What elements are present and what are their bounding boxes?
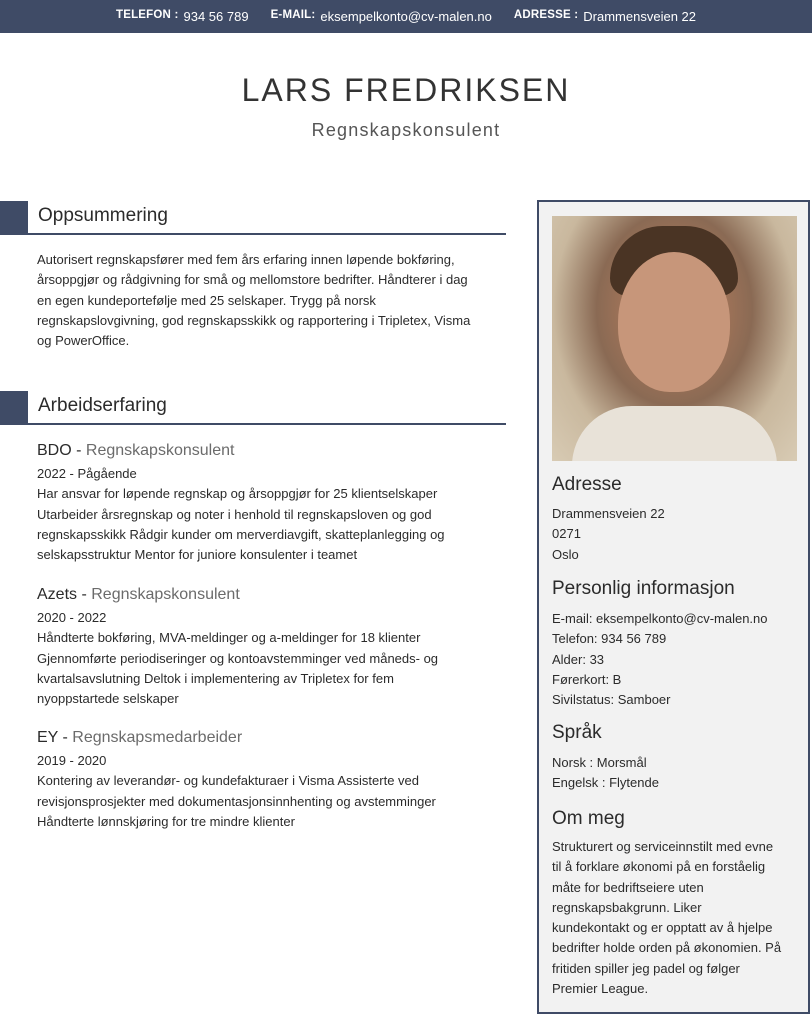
summary-text [37,250,499,351]
job-line: Håndterte bokføring, MVA-meldinger og a-meldinger for 18 klienter [37,630,421,646]
about-line: fritiden spiller jeg padel og følger [552,960,740,976]
about-line: Premier League. [552,981,649,997]
job-line: Utarbeider årsregnskap og noter i henhold til regnskapsloven og god [37,506,432,522]
section-accent-bar [0,391,28,425]
job-company: BDO [37,442,72,459]
job-dates: 2022 - Pågående [37,466,137,481]
address-line: Oslo [552,546,579,562]
address-line: 0271 [552,526,581,542]
personal-line: E-mail: eksempelkonto@cv-malen.no [552,611,768,626]
job-description [37,484,499,565]
job-dates: 2019 - 2020 [37,753,107,768]
job-company: EY [37,729,59,746]
job-separator: - [58,729,73,746]
about-line: til å forklare økonomi på en forståelig [552,859,766,875]
contact-phone [116,9,249,24]
candidate-title: Regnskapskonsulent [311,120,501,140]
job-dates: 2020 - 2022 [37,610,107,625]
sidebar-heading-about: Om meg [552,808,625,829]
photo-face-shape [618,252,730,392]
contact-email [271,9,492,24]
section-header-experience [0,391,506,425]
section-header-summary [0,201,506,235]
address-value: Drammensveien 22 [583,9,696,24]
job-heading [37,729,499,747]
section-accent-bar [0,201,28,235]
job-company: Azets [37,586,78,603]
section-divider [28,423,506,425]
sidebar-heading-address: Adresse [552,474,622,495]
phone-value: 934 56 789 [183,9,249,24]
email-value: eksempelkonto@cv-malen.no [320,9,492,24]
sidebar-languages-text [552,753,802,794]
address-label: ADRESSE : [513,9,579,21]
job-line: Gjennomførte periodiseringer og kontoavstemminger ved måneds- og [37,650,439,666]
job-line: Kontering av leverandør- og kundefakturaer i Visma Assisterte ved [37,773,420,789]
section-title-experience: Arbeidserfaring [38,395,167,416]
job-separator: - [71,442,86,459]
sidebar-address-text [552,504,802,565]
sidebar-about-text [552,837,802,999]
job-role: Regnskapskonsulent [85,442,235,459]
address-line: Drammensveien 22 [552,506,665,521]
summary-line: Autorisert regnskapsfører med fem års erfaring innen løpende bokføring, [37,252,455,267]
job-entry-azets [37,586,499,709]
sidebar-heading-languages: Språk [552,722,602,743]
summary-line: og PowerOffice. [37,333,130,349]
summary-line: en egen kundeportefølje med 25 selskaper. Trygg på norsk [37,292,376,308]
summary-line: årsoppgjør og rådgivning for små og mellomstore bedrifter. Håndterer i dag [37,272,468,288]
about-line: kundekontakt og er opptatt av å hjelpe [552,920,773,936]
job-line: Har ansvar for løpende regnskap og årsoppgjør for 25 klientselskaper [37,486,438,502]
about-line: måte for bedriftseiere uten [552,879,704,895]
job-entry-bdo [37,442,499,565]
sidebar-heading-personal: Personlig informasjon [552,578,735,599]
photo-shirt-shape [572,406,777,461]
job-role: Regnskapskonsulent [91,586,240,603]
about-line: Strukturert og serviceinnstilt med evne [552,839,774,854]
personal-line: Telefon: 934 56 789 [552,631,667,647]
job-heading [37,586,499,604]
job-line: selskapsstruktur Mentor for juniore konsulenter i teamet [37,547,358,563]
profile-photo [552,216,797,461]
job-description [37,628,499,709]
email-label: E-MAIL: [270,9,316,21]
personal-line: Førerkort: B [552,671,622,687]
personal-line: Alder: 33 [552,651,605,667]
summary-line: regnskapslovgivning, god regnskapsskikk og rapportering i Tripletex, Visma [37,312,471,328]
job-line: kvartalsavslutning Deltok i implementering av Tripletex for fem [37,670,394,686]
phone-label: TELEFON : [115,9,179,21]
job-line: revisjonsprosjekter med dokumentasjonsinnhenting og avstemminger [37,793,436,809]
sidebar-panel [537,200,810,1014]
contact-address [514,9,696,24]
section-title-summary: Oppsummering [38,205,168,226]
personal-line: Sivilstatus: Samboer [552,692,671,708]
job-role: Regnskapsmedarbeider [72,729,243,746]
job-entry-ey [37,729,499,832]
candidate-name: LARS FREDRIKSEN [241,72,571,108]
job-separator: - [77,586,92,603]
job-description [37,771,499,832]
job-line: Håndterte lønnskjøring for tre mindre klienter [37,813,295,829]
about-line: regnskapsbakgrunn. Liker [552,899,702,915]
about-line: bedrifter holde orden på økonomien. På [552,940,782,956]
contact-bar [0,0,812,33]
job-heading [37,442,499,460]
job-line: nyoppstartede selskaper [37,691,179,707]
language-line: Engelsk : Flytende [552,775,659,791]
job-line: regnskapsskikk Rådgir kunder om merverdiavgift, skatteplanlegging og [37,526,445,542]
sidebar-personal-text [552,609,802,710]
section-divider [28,233,506,235]
language-line: Norsk : Morsmål [552,755,647,770]
